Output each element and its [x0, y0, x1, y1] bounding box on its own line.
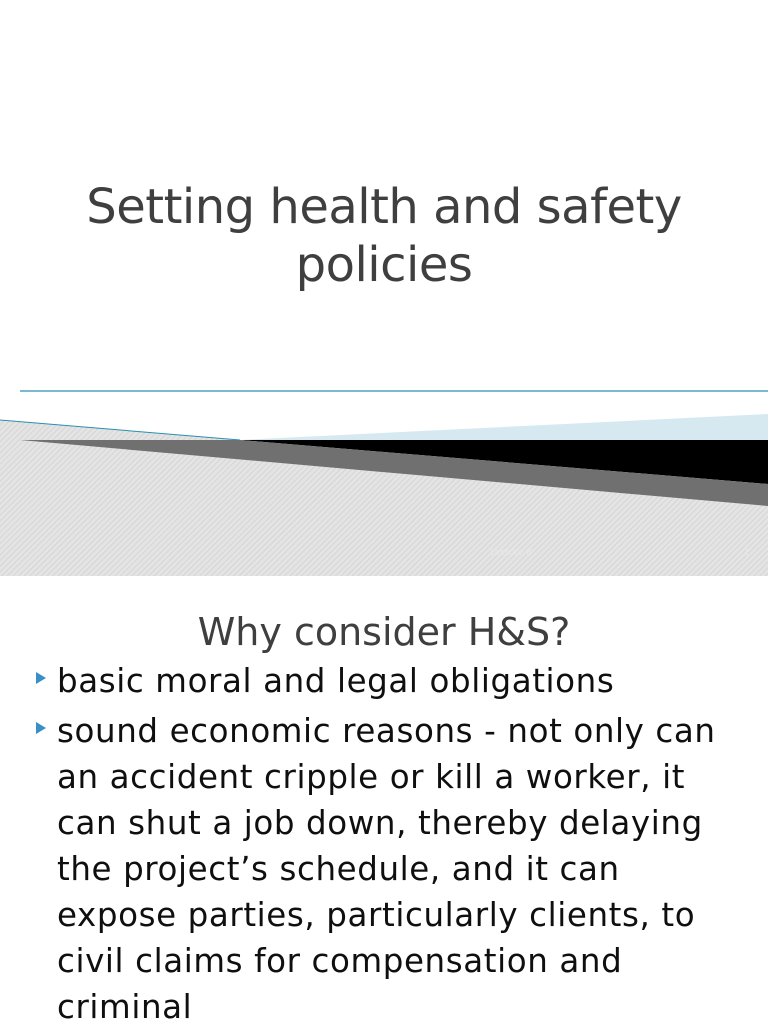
bullet-text: sound economic reasons - not only can an accident cripple or kill a worker, it can shut a job down, thereby delaying the project’s schedule, and it can expose parties, particularly clients, to civil claims for compensation and criminal — [57, 712, 716, 1024]
bullet-list — [30, 658, 750, 1024]
slide-footer: Lecture 8 — [490, 548, 533, 558]
bullet-text: basic moral and legal obligations — [57, 662, 615, 700]
triangle-right-icon — [36, 672, 46, 684]
slide-title: Setting health and safety policies — [86, 179, 682, 293]
list-item — [30, 708, 750, 1024]
slide-heading: Why consider H&S? — [197, 610, 571, 654]
list-item — [30, 658, 750, 704]
triangle-right-icon — [36, 722, 46, 734]
page-number: 1 — [744, 548, 750, 558]
content-slide — [0, 588, 768, 1024]
